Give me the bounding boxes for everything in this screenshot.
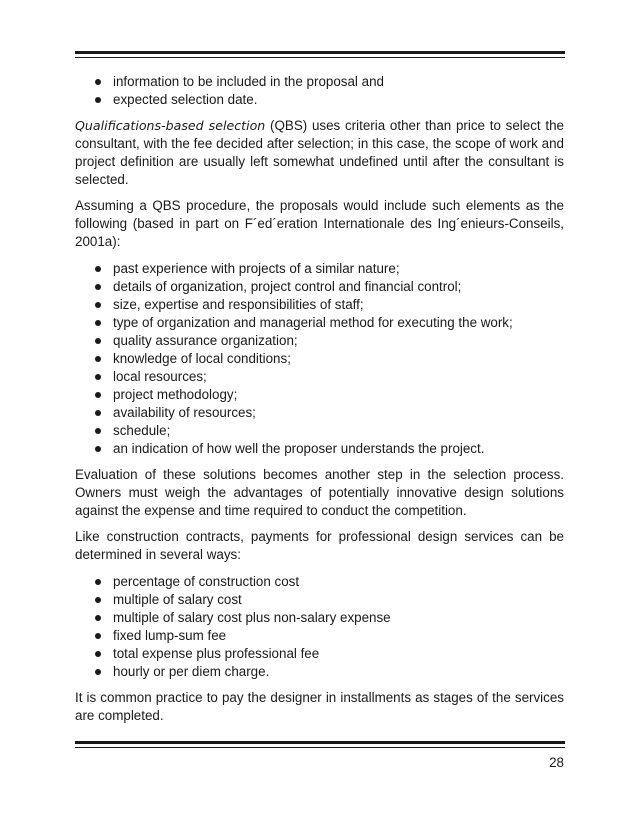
- list-item: type of organization and managerial method for executing the work;: [75, 314, 564, 332]
- bullet-list-elements: [75, 260, 564, 458]
- list-item: availability of resources;: [75, 404, 564, 422]
- paragraph-common-practice: It is common practice to pay the designer in installments as stages of the services are completed.: [75, 690, 564, 723]
- qbs-term: Qualifications-based selection: [75, 118, 266, 133]
- paragraph-qbs: [75, 117, 564, 189]
- paragraph-evaluation: Evaluation of these solutions becomes another step in the selection process. Owners must weigh the advantages of potentially innovative design solutions against the expense and time required to conduct the competition.: [75, 467, 564, 518]
- list-item: past experience with projects of a similar nature;: [75, 260, 564, 278]
- list-item: information to be included in the proposal and: [75, 73, 564, 91]
- list-item: multiple of salary cost plus non-salary expense: [75, 609, 564, 627]
- list-item: schedule;: [75, 422, 564, 440]
- list-item: project methodology;: [75, 386, 564, 404]
- list-item: quality assurance organization;: [75, 332, 564, 350]
- footer-rule-thin: [75, 747, 565, 748]
- paragraph-like-construction: Like construction contracts, payments for professional design services can be determined in several ways:: [75, 529, 564, 562]
- list-item: percentage of construction cost: [75, 573, 564, 591]
- qbs-definition: (QBS) uses criteria other than price to select the consultant, with the fee decided after selection; in this case, the scope of work and project definition are usually left somewhat undefined until after the consultant is selected.: [75, 118, 564, 187]
- header-rule-thin: [75, 57, 565, 58]
- list-item: an indication of how well the proposer understands the project.: [75, 440, 564, 458]
- list-item: size, expertise and responsibilities of staff;: [75, 296, 564, 314]
- list-item: knowledge of local conditions;: [75, 350, 564, 368]
- list-item: expected selection date.: [75, 91, 564, 109]
- list-item: hourly or per diem charge.: [75, 663, 564, 681]
- list-item: multiple of salary cost: [75, 591, 564, 609]
- page-body: [75, 73, 564, 725]
- footer-rule-thick: [75, 741, 565, 744]
- list-item: fixed lump-sum fee: [75, 627, 564, 645]
- list-item: details of organization, project control and financial control;: [75, 278, 564, 296]
- bullet-list-proposal: [75, 73, 564, 109]
- list-item: total expense plus professional fee: [75, 645, 564, 663]
- list-item: local resources;: [75, 368, 564, 386]
- header-rule-thick: [75, 51, 565, 54]
- paragraph-assuming: Assuming a QBS procedure, the proposals would include such elements as the following (based in part on F´ed´eration Internationale des Ing´enieurs-Conseils, 2001a):: [75, 198, 564, 249]
- page-number: 28: [549, 755, 564, 770]
- bullet-list-payments: [75, 573, 564, 681]
